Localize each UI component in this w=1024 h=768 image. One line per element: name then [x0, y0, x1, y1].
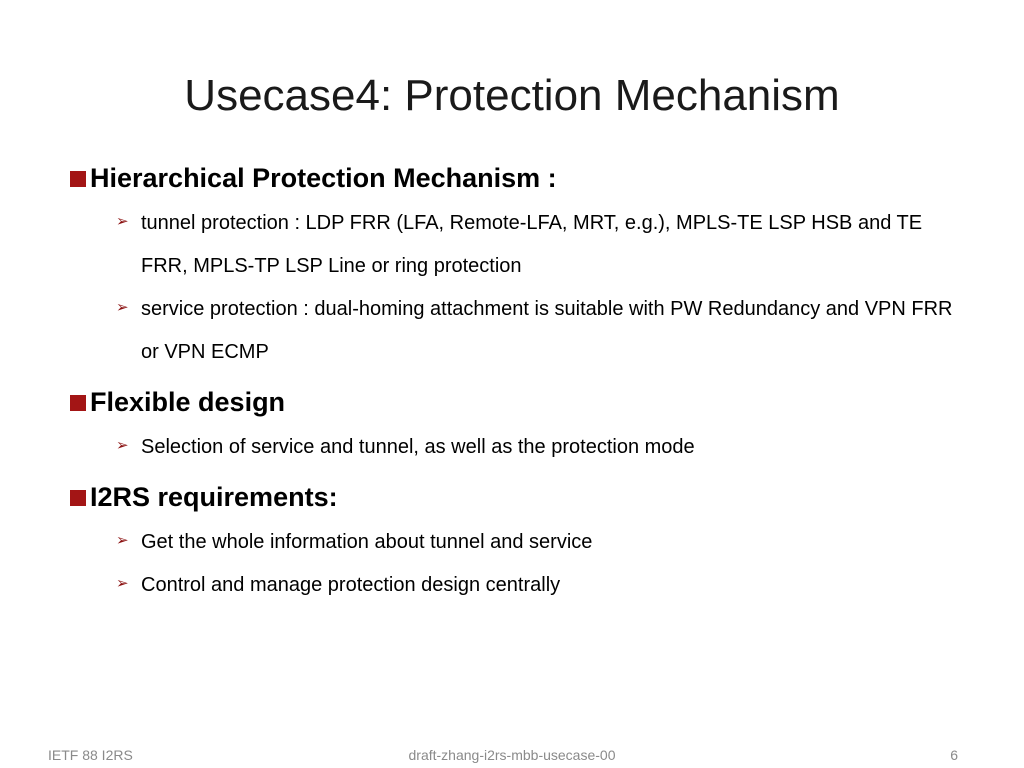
level2-bullet-item: [116, 521, 970, 564]
level1-bullet-item: [70, 384, 970, 420]
sub-list: [116, 521, 970, 607]
level2-bullet-item: [116, 564, 970, 607]
section-i2rs-requirements: [70, 479, 970, 607]
slide-title: Usecase4: Protection Mechanism: [184, 71, 840, 120]
square-bullet-icon: [70, 395, 86, 411]
slide-number: 6: [950, 747, 958, 763]
section-heading: Flexible design: [90, 387, 286, 417]
footer-event-label: IETF 88 I2RS: [48, 747, 133, 763]
square-bullet-icon: [70, 171, 86, 187]
sub-list: [116, 426, 970, 469]
arrow-bullet-icon: ➢: [116, 212, 129, 230]
bullet-text: Get the whole information about tunnel and service: [141, 531, 593, 553]
square-bullet-icon: [70, 490, 86, 506]
footer-draft-name: draft-zhang-i2rs-mbb-usecase-00: [408, 747, 616, 763]
level1-bullet-item: [70, 479, 970, 515]
section-heading: Hierarchical Protection Mechanism :: [90, 163, 557, 193]
sub-list: [116, 202, 970, 374]
slide-content: [70, 160, 970, 617]
bullet-text: service protection : dual-homing attachment is suitable with PW Redundancy and VPN FRR or VPN ECMP: [141, 298, 953, 363]
arrow-bullet-icon: ➢: [116, 574, 129, 592]
arrow-bullet-icon: ➢: [116, 531, 129, 549]
bullet-text: Control and manage protection design centrally: [141, 574, 561, 596]
section-heading: I2RS requirements:: [90, 482, 338, 512]
level2-bullet-item: [116, 288, 970, 374]
level1-bullet-item: [70, 160, 970, 196]
bullet-text: tunnel protection : LDP FRR (LFA, Remote-LFA, MRT, e.g.), MPLS-TE LSP HSB and TE FRR, MPLS-TP LSP Line or ring protection: [141, 212, 923, 277]
section-hierarchical-protection: [70, 160, 970, 374]
arrow-bullet-icon: ➢: [116, 298, 129, 316]
section-flexible-design: [70, 384, 970, 469]
arrow-bullet-icon: ➢: [116, 436, 129, 454]
bullet-text: Selection of service and tunnel, as well as the protection mode: [141, 436, 695, 458]
level2-bullet-item: [116, 202, 970, 288]
level2-bullet-item: [116, 426, 970, 469]
